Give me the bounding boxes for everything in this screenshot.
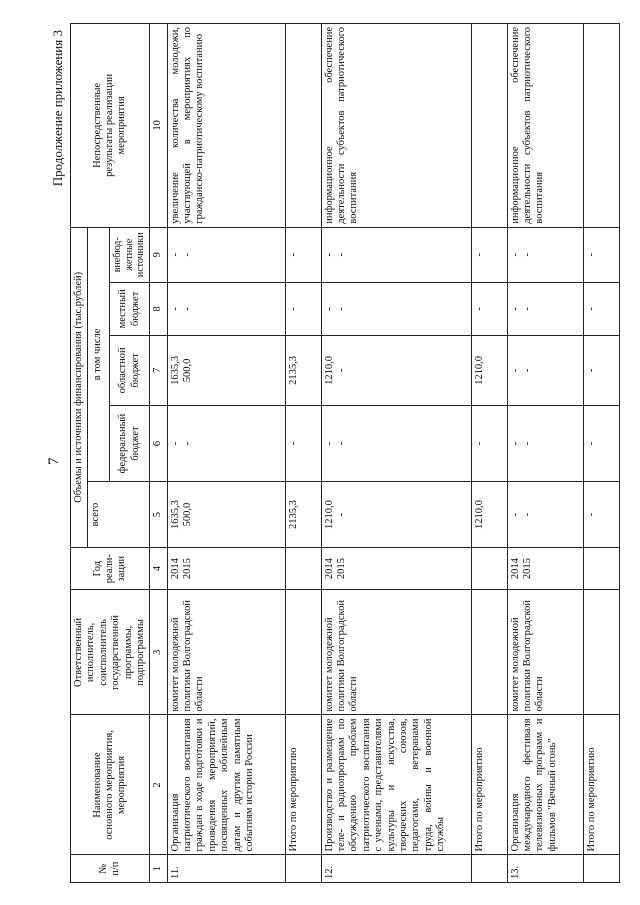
funding-table — [70, 23, 620, 883]
funding-total: 1635,3 500,0 — [167, 482, 285, 548]
funding-regional: - - — [507, 335, 583, 405]
continuation-label: Продолжение приложения 3 — [50, 30, 65, 187]
subtotal-label: Итого по мероприятию — [471, 715, 507, 855]
header-federal: федеральный бюджет — [109, 405, 149, 481]
column-number: 7 — [150, 335, 167, 405]
subtotal-regional: - — [583, 335, 619, 405]
subtotal-total: 2135,3 — [285, 482, 321, 548]
executor: комитет молодежной политики Волгоградской области — [507, 590, 583, 715]
table-row — [507, 24, 583, 883]
subtotal-row — [285, 24, 321, 883]
subtotal-federal: - — [583, 405, 619, 481]
column-number: 4 — [150, 547, 167, 589]
funding-regional: 1635,3 500,0 — [167, 335, 285, 405]
column-number: 8 — [150, 282, 167, 335]
table-row — [167, 24, 285, 883]
column-number: 3 — [150, 590, 167, 715]
funding-local: - - — [321, 282, 471, 335]
header-local: местный бюджет — [109, 282, 149, 335]
funding-federal: - - — [321, 405, 471, 481]
header-regional: областной бюджет — [109, 335, 149, 405]
header-including: в том числе — [88, 227, 109, 482]
column-number: 10 — [150, 24, 167, 228]
column-number: 6 — [150, 405, 167, 481]
funding-extra: - - — [321, 227, 471, 282]
subtotal-total: - — [583, 482, 619, 548]
header-num: № п/п — [71, 855, 150, 883]
row-number: 12. — [321, 855, 471, 883]
table-row — [321, 24, 471, 883]
header-results: Непосредственные результаты реализации мероприятия — [71, 24, 150, 228]
subtotal-label: Итого по мероприятию — [285, 715, 321, 855]
funding-federal: - - — [507, 405, 583, 481]
funding-local: - - — [167, 282, 285, 335]
subtotal-regional: 2135,3 — [285, 335, 321, 405]
subtotal-local: - — [285, 282, 321, 335]
years: 2014 2015 — [507, 547, 583, 589]
years: 2014 2015 — [167, 547, 285, 589]
subtotal-total: 1210,0 — [471, 482, 507, 548]
funding-extra: - - — [507, 227, 583, 282]
activity-name: Производство и размещение теле- и радиопрограмм по обсуждению проблем патриотического воспитания с учеными, представителями культуры и искусства, творческих союзов, педагогами, ветеранами труда, войны и военной службы — [321, 715, 471, 855]
executor: комитет молодежной политики Волгоградской области — [321, 590, 471, 715]
activity-result: информационное обеспечение деятельности субъектов патриотического воспитания — [321, 24, 471, 228]
activity-result: увеличение количества молодежи, участвующей в мероприятиях по гражданско-патриотическому воспитанию — [167, 24, 285, 228]
funding-total: - - — [507, 482, 583, 548]
funding-regional: 1210,0 - — [321, 335, 471, 405]
column-numbers-row — [150, 24, 167, 883]
subtotal-extra: - — [583, 227, 619, 282]
subtotal-federal: - — [285, 405, 321, 481]
subtotal-extra: - — [285, 227, 321, 282]
column-number: 9 — [150, 227, 167, 282]
header-year: Год реали- зации — [71, 547, 150, 589]
row-number: 13. — [507, 855, 583, 883]
activity-name: Организация международного фестиваля телевизионных программ и фильмов "Вечный огонь" — [507, 715, 583, 855]
column-number: 2 — [150, 715, 167, 855]
subtotal-regional: 1210,0 — [471, 335, 507, 405]
header-total: всего — [88, 482, 150, 548]
years: 2014 2015 — [321, 547, 471, 589]
row-number: 11. — [167, 855, 285, 883]
funding-total: 1210,0 - — [321, 482, 471, 548]
header-name: Наименование основного мероприятия, мероприятия — [71, 715, 150, 855]
executor: комитет молодежной политики Волгоградской области — [167, 590, 285, 715]
column-number: 5 — [150, 482, 167, 548]
funding-federal: - - — [167, 405, 285, 481]
subtotal-extra: - — [471, 227, 507, 282]
column-number: 1 — [150, 855, 167, 883]
activity-result: информационное обеспечение деятельности субъектов патриотического воспитания — [507, 24, 583, 228]
subtotal-row — [583, 24, 619, 883]
activity-name: Организация патриотического воспитания граждан в ходе подготовки и проведения мероприятий, посвященных юбилейным датам и другим памятным событиям истории России — [167, 715, 285, 855]
page-number: 7 — [46, 457, 62, 465]
subtotal-local: - — [471, 282, 507, 335]
subtotal-label: Итого по мероприятию — [583, 715, 619, 855]
funding-local: - - — [507, 282, 583, 335]
header-executor: Ответственный исполнитель, соисполнитель государственной программы, подпрограммы — [71, 590, 150, 715]
funding-extra: - - — [167, 227, 285, 282]
header-funding-group: Объемы и источники финансирования (тыс.рублей) — [71, 227, 88, 547]
subtotal-row — [471, 24, 507, 883]
header-extra: внебюд- жетные источники — [109, 227, 149, 282]
subtotal-federal: - — [471, 405, 507, 481]
subtotal-local: - — [583, 282, 619, 335]
